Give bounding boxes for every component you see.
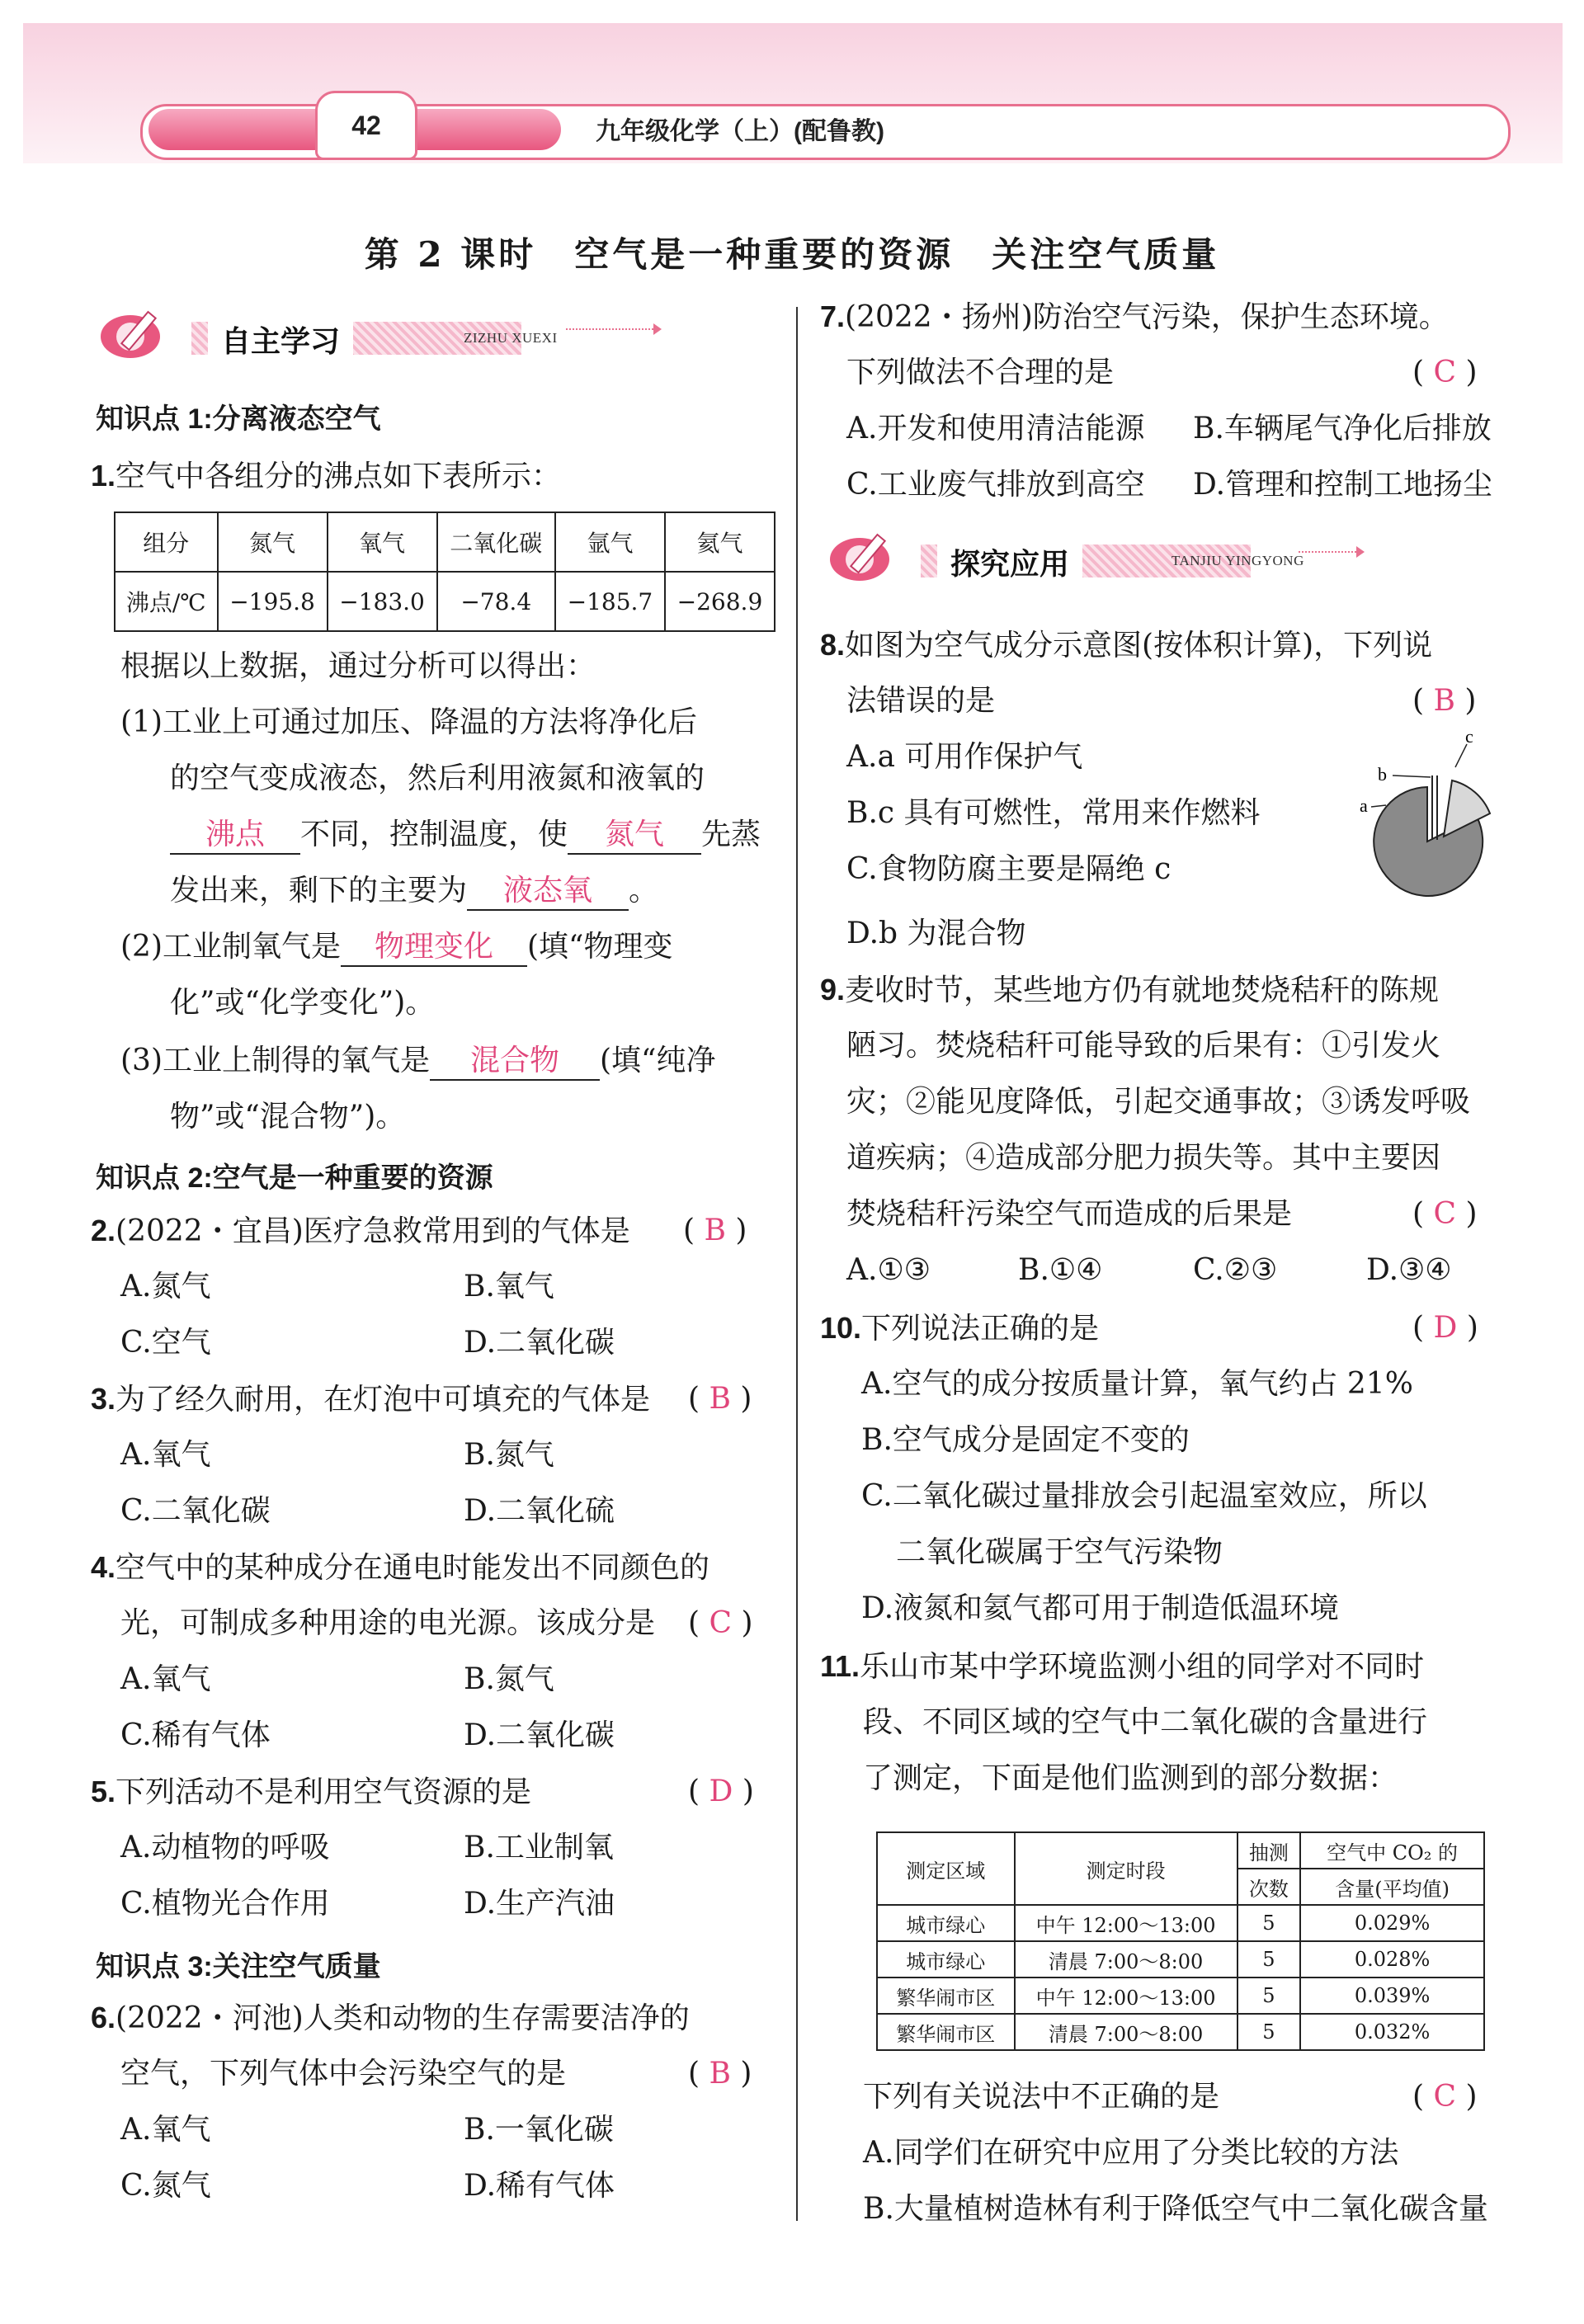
q9-option-c: C.②③ — [1193, 1253, 1278, 1287]
q1-part1-line2: 的空气变成液态，然后利用液氮和液氧的 — [170, 761, 705, 795]
question-9-line2: 陋习。焚烧秸秆可能导致的后果有：①引发火 — [846, 1029, 1441, 1063]
question-9-line4: 道疾病；④造成部分肥力损失等。其中主要因 — [846, 1141, 1441, 1175]
q6-option-d: D.稀有气体 — [464, 2169, 615, 2203]
q3-option-d: D.二氧化硫 — [464, 1494, 615, 1528]
pie-label-c: c — [1465, 726, 1473, 747]
question-9-answer: ( C ) — [1412, 1197, 1478, 1231]
question-7-stem-line2: 下列做法不合理的是 — [846, 356, 1115, 389]
section-label: 自主学习 — [208, 318, 353, 356]
section-label: 探究应用 — [937, 541, 1082, 579]
q7-option-d: D.管理和控制工地扬尘 — [1193, 468, 1493, 502]
question-1-stem: 1.空气中各组分的沸点如下表所示： — [91, 459, 562, 493]
q9-option-d: D.③④ — [1366, 1253, 1452, 1287]
arrow-icon — [566, 328, 653, 330]
question-1-intro: 根据以上数据，通过分析可以得出： — [120, 649, 596, 683]
q3-option-b: B.氮气 — [464, 1438, 554, 1472]
arrow-icon — [1299, 551, 1356, 553]
answer-blank: 氮气 — [568, 817, 701, 855]
question-6-answer: ( B ) — [688, 2057, 752, 2091]
q5-option-b: B.工业制氧 — [464, 1831, 614, 1864]
co2-data-table — [876, 1831, 1485, 2051]
table-row: 城市绿心 清晨 7:00～8:00 5 0.028% — [877, 1941, 1484, 1978]
pencil-icon — [96, 305, 175, 363]
q5-option-d: D.生产汽油 — [464, 1887, 615, 1921]
table-row: 次数 含量(平均值) — [877, 1869, 1484, 1905]
q3-option-c: C.二氧化碳 — [120, 1494, 271, 1528]
pencil-icon — [825, 528, 904, 586]
q2-option-c: C.空气 — [120, 1326, 211, 1360]
q7-option-b: B.车辆尾气净化后排放 — [1193, 412, 1492, 445]
q10-option-d: D.液氮和氦气都可用于制造低温环境 — [861, 1591, 1340, 1625]
q6-option-a: A.氧气 — [120, 2113, 211, 2147]
q2-option-b: B.氧气 — [464, 1270, 554, 1303]
question-9-line1: 9.麦收时节，某些地方仍有就地焚烧秸秆的陈规 — [820, 973, 1440, 1007]
pie-label-a: a — [1360, 795, 1368, 816]
question-8-stem-line2: 法错误的是 — [846, 684, 996, 718]
q2-option-a: A.氮气 — [120, 1270, 211, 1303]
question-10-stem: 10.下列说法正确的是 — [820, 1311, 1100, 1346]
q7-option-a: A.开发和使用清洁能源 — [846, 412, 1145, 445]
q5-option-a: A.动植物的呼吸 — [120, 1831, 330, 1864]
q1-part3-line1: (3)工业上制得的氧气是 混合物 (填“纯净 — [120, 1043, 715, 1081]
question-11-line3: 了测定，下面是他们监测到的部分数据： — [863, 1761, 1398, 1795]
question-11-stem2: 下列有关说法中不正确的是 — [863, 2080, 1220, 2114]
q1-part1-line3: 沸点 不同，控制温度，使 氮气 先蒸 — [170, 817, 761, 855]
table-row: 繁华闹市区 清晨 7:00～8:00 5 0.032% — [877, 2014, 1484, 2050]
q3-option-a: A.氧气 — [120, 1438, 211, 1472]
question-5-stem: 5.下列活动不是利用空气资源的是 — [91, 1775, 532, 1809]
q11-option-b: B.大量植树造林有利于降低空气中二氧化碳含量 — [863, 2192, 1488, 2226]
q10-option-c-line2: 二氧化碳属于空气污染物 — [896, 1535, 1223, 1569]
table-row: 组分 氮气 氧气 二氧化碳 氩气 氦气 — [115, 512, 775, 572]
q10-option-c-line1: C.二氧化碳过量排放会引起温室效应，所以 — [861, 1479, 1427, 1513]
q2-option-d: D.二氧化碳 — [464, 1326, 615, 1360]
page-number: 42 — [315, 91, 417, 160]
answer-blank: 混合物 — [430, 1043, 600, 1081]
q9-option-b: B.①④ — [1018, 1253, 1103, 1287]
question-5-answer: ( D ) — [688, 1775, 754, 1808]
answer-blank: 物理变化 — [341, 929, 527, 967]
q1-part1-line1: (1)工业上可通过加压、降温的方法将净化后 — [120, 705, 697, 739]
question-11-line1: 11.乐山市某中学环境监测小组的同学对不同时 — [820, 1649, 1425, 1684]
lesson-title: 第 2 课时 空气是一种重要的资源 关注空气质量 — [364, 234, 1220, 275]
question-4-stem-line2: 光，可制成多种用途的电光源。该成分是 — [120, 1606, 656, 1640]
pie-label-b: b — [1378, 764, 1387, 785]
q10-option-b: B.空气成分是固定不变的 — [861, 1423, 1190, 1457]
q4-option-d: D.二氧化碳 — [464, 1718, 615, 1752]
q8-option-d: D.b 为混合物 — [846, 917, 1026, 950]
q11-option-a: A.同学们在研究中应用了分类比较的方法 — [863, 2136, 1399, 2170]
q4-option-c: C.稀有气体 — [120, 1718, 271, 1752]
q10-option-a: A.空气的成分按质量计算，氧气约占 21% — [861, 1367, 1413, 1401]
q1-part1-line4: 发出来，剩下的主要为 液态氧 。 — [170, 873, 658, 911]
table-row: 城市绿心 中午 12:00～13:00 5 0.029% — [877, 1905, 1484, 1941]
question-9-line3: 灾；②能见度降低，引起交通事故；③诱发呼吸 — [846, 1085, 1471, 1119]
answer-blank: 液态氧 — [467, 873, 629, 911]
question-2-answer: ( B ) — [683, 1214, 747, 1247]
question-10-answer: ( D ) — [1412, 1311, 1478, 1345]
q4-option-b: B.氮气 — [464, 1662, 554, 1696]
question-6-stem: 6.(2022・河池)人类和动物的生存需要洁净的 — [91, 2001, 690, 2035]
q1-part3-line2: 物”或“混合物”)。 — [170, 1100, 406, 1134]
q6-option-c: C.氮气 — [120, 2169, 211, 2203]
column-divider — [796, 307, 798, 2221]
air-composition-pie-diagram — [1353, 726, 1493, 907]
table-row: 测定区域 测定时段 抽测 空气中 CO₂ 的 — [877, 1832, 1484, 1869]
q5-option-c: C.植物光合作用 — [120, 1887, 330, 1921]
question-3-stem: 3.为了经久耐用，在灯泡中可填充的气体是 — [91, 1382, 651, 1417]
question-9-line5: 焚烧秸秆污染空气而造成的后果是 — [846, 1197, 1293, 1231]
knowledge-point-3: 知识点 3:关注空气质量 — [96, 1951, 381, 1982]
q4-option-a: A.氧气 — [120, 1662, 211, 1696]
question-11-answer: ( C ) — [1412, 2080, 1478, 2114]
question-8-stem: 8.如图为空气成分示意图(按体积计算)，下列说 — [820, 628, 1433, 662]
q1-part2-line1: (2)工业制氧气是 物理变化 (填“物理变 — [120, 929, 672, 967]
q8-option-a: A.a 可用作保护气 — [846, 740, 1083, 774]
q6-option-b: B.一氧化碳 — [464, 2113, 614, 2147]
question-3-answer: ( B ) — [688, 1382, 752, 1416]
q8-option-b: B.c 具有可燃性，常用来作燃料 — [846, 796, 1261, 830]
table-row: 沸点/℃ −195.8 −183.0 −78.4 −185.7 −268.9 — [115, 572, 775, 631]
q7-option-c: C.工业废气排放到高空 — [846, 468, 1145, 502]
table-row: 繁华闹市区 中午 12:00～13:00 5 0.039% — [877, 1978, 1484, 2014]
section-pinyin: ZIZHU XUEXI — [464, 330, 558, 346]
answer-blank: 沸点 — [170, 817, 300, 855]
question-8-answer: ( B ) — [1412, 684, 1477, 718]
question-2-stem: 2.(2022・宜昌)医疗急救常用到的气体是 — [91, 1214, 630, 1248]
q8-option-c: C.食物防腐主要是隔绝 c — [846, 852, 1172, 886]
book-title: 九年级化学（上）(配鲁教) — [596, 118, 884, 145]
q1-part2-line2: 化”或“化学变化”)。 — [170, 986, 436, 1020]
section-self-study — [96, 305, 657, 363]
knowledge-point-2: 知识点 2:空气是一种重要的资源 — [96, 1162, 493, 1194]
section-explore — [825, 528, 1370, 586]
q9-option-a: A.①③ — [846, 1253, 931, 1287]
section-pinyin: TANJIU YINGYONG — [1172, 553, 1304, 568]
question-4-stem: 4.空气中的某种成分在通电时能发出不同颜色的 — [91, 1550, 710, 1585]
knowledge-point-1: 知识点 1:分离液态空气 — [96, 403, 381, 435]
question-7-stem: 7.(2022・扬州)防治空气污染，保护生态环境。 — [820, 299, 1449, 334]
question-4-answer: ( C ) — [688, 1606, 753, 1640]
boiling-point-table — [114, 511, 776, 632]
question-6-stem-line2: 空气，下列气体中会污染空气的是 — [120, 2057, 567, 2091]
question-7-answer: ( C ) — [1412, 356, 1478, 389]
question-11-line2: 段、不同区域的空气中二氧化碳的含量进行 — [863, 1705, 1428, 1739]
